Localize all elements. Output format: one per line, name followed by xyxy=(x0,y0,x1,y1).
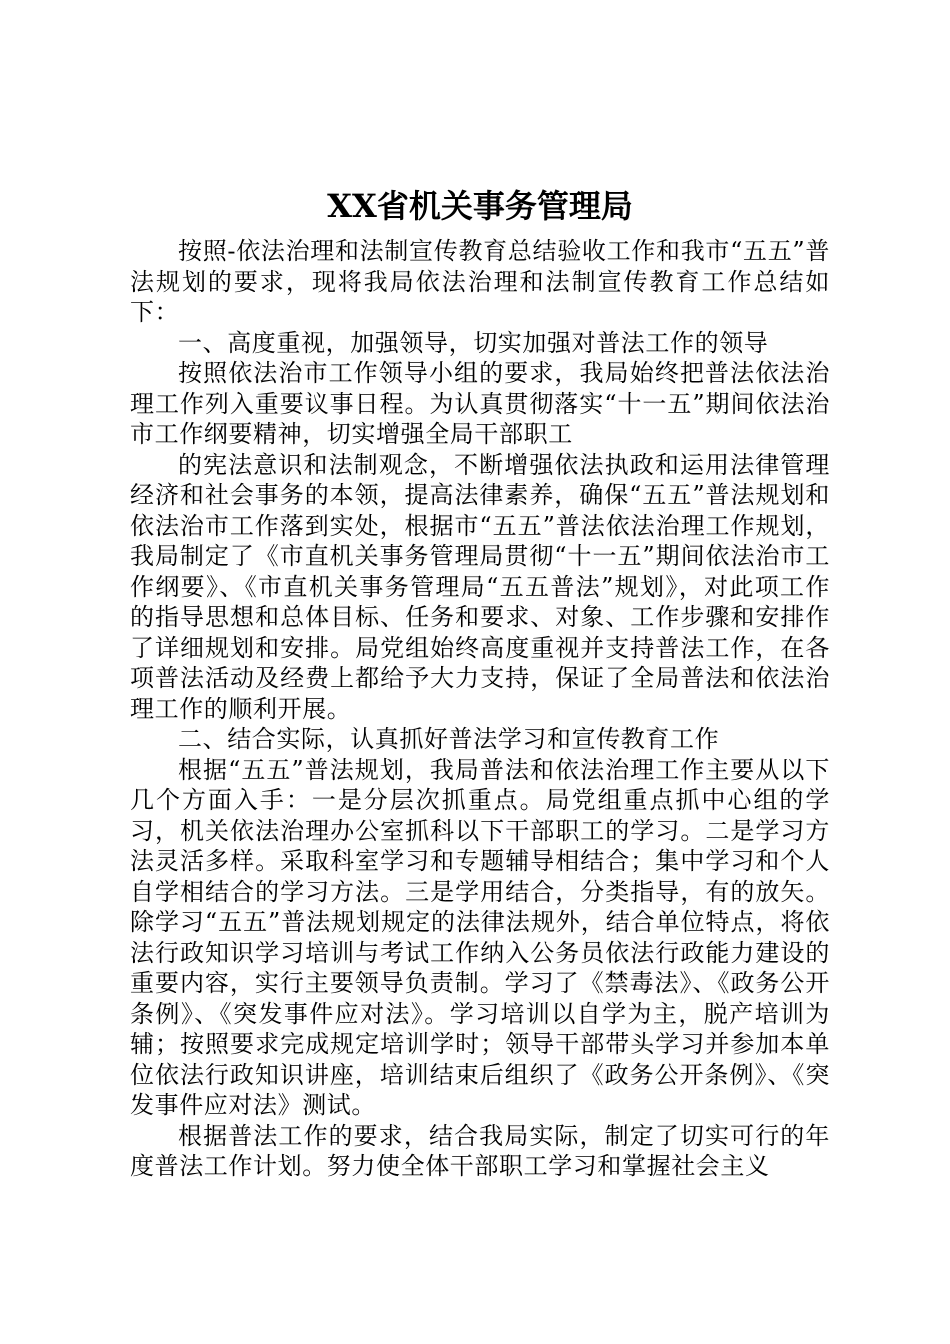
body-paragraph: 根据普法工作的要求，结合我局实际，制定了切实可行的年度普法工作计划。努力使全体干部职工学习和掌握社会主义 xyxy=(130,1121,830,1180)
body-paragraph: 根据“五五”普法规划，我局普法和依法治理工作主要从以下几个方面入手：一是分层次抓重点。局党组重点抓中心组的学习，机关依法治理办公室抓科以下干部职工的学习。二是学习方法灵活多样。采取科室学习和专题辅导相结合；集中学习和个人自学相结合的学习方法。三是学用结合，分类指导，有的放矢。除学习“五五”普法规划规定的法律法规外，结合单位特点，将依法行政知识学习培训与考试工作纳入公务员依法行政能力建设的重要内容，实行主要领导负责制。学习了《禁毒法》、《政务公开条例》、《突发事件应对法》。学习培训以自学为主，脱产培训为辅；按照要求完成规定培训学时；领导干部带头学习并参加本单位依法行政知识讲座，培训结束后组织了《政务公开条例》、《突发事件应对法》测试。 xyxy=(130,755,830,1119)
section-heading-2: 二、结合实际，认真抓好普法学习和宣传教育工作 xyxy=(178,725,720,753)
document-body xyxy=(130,236,830,1182)
intro-paragraph: 按照-依法治理和法制宣传教育总结验收工作和我市“五五”普法规划的要求，现将我局依法治理和法制宣传教育工作总结如下： xyxy=(130,237,830,326)
section-heading-1: 一、高度重视，加强领导，切实加强对普法工作的领导 xyxy=(178,328,769,357)
body-paragraph: 按照依法治市工作领导小组的要求，我局始终把普法依法治理工作列入重要议事日程。为认真贯彻落实“十一五”期间依法治市工作纲要精神，切实增强全局干部职工 xyxy=(130,359,830,448)
body-paragraph: 的宪法意识和法制观念，不断增强依法执政和运用法律管理经济和社会事务的本领，提高法律素养，确保“五五”普法规划和依法治市工作落到实处，根据市“五五”普法依法治理工作规划，我局制定了《市直机关事务管理局贯彻“十一五”期间依法治市工作纲要》、《市直机关事务管理局“五五普法”规划》，对此项工作的指导思想和总体目标、任务和要求、对象、工作步骤和安排作了详细规划和安排。局党组始终高度重视并支持普法工作，在各项普法活动及经费上都给予大力支持，保证了全局普法和依法治理工作的顺利开展。 xyxy=(130,450,830,723)
document-title: XX省机关事务管理局 xyxy=(327,187,633,225)
